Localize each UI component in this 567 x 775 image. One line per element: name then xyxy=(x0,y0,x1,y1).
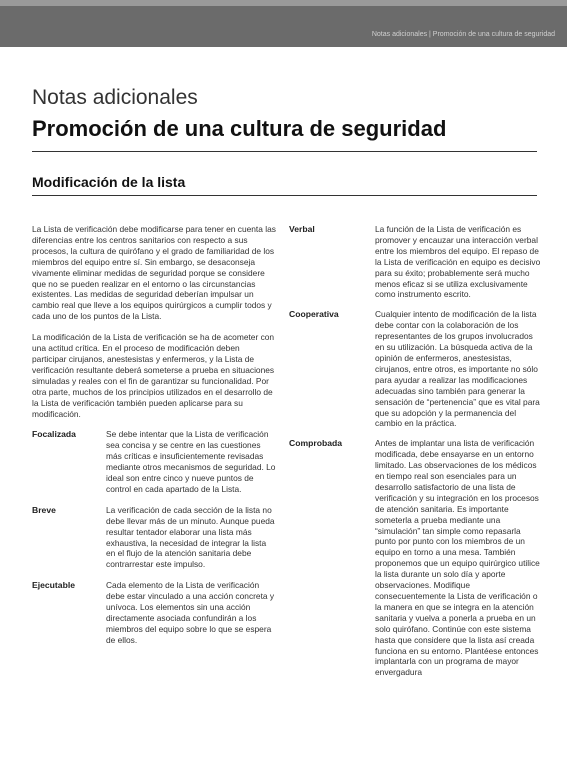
definition-text: Cada elemento de la Lista de verificación debe estar vinculado a una acción concreta y unívoca. Los elementos sin una acción directamente asociada confundirán a los miembros del equipo sobre lo que se espera de ellos. xyxy=(106,580,275,645)
definition-verbal xyxy=(289,224,541,300)
definition-text: Se debe intentar que la Lista de verificación sea concisa y se centre en las cuestiones más críticas e insuficientemente revisadas mediante otros mecanismos de seguridad. Lo ideal son entre cinco y nueve puntos de control en cada apartado de la Lista. xyxy=(106,429,276,494)
page-title: Promoción de una cultura de seguridad xyxy=(32,116,447,141)
definition-term: Comprobada xyxy=(289,438,342,449)
subsection-title: Modificación de la lista xyxy=(32,174,186,190)
definition-term: Breve xyxy=(32,504,56,515)
left-column xyxy=(32,224,276,656)
definition-comprobada xyxy=(289,438,541,678)
definition-text: Antes de implantar una lista de verificación modificada, debe ensayarse en un entorno limitado. Las observaciones de los médicos en tiempo real son esenciales para un desarrollo satisfactorio de una lista de verificación y su integración en los procesos de atención sanitaria. Es importante someterla a prueba mediante una “simulación” tan simple como repasarla punto por punto con los miembros de un equipo en torno a una mesa. También proponemos que un equipo quirúrgico utilice la lista durante un solo día y aporte observaciones. Modifique consecuentemente la Lista de verificación o la manera en que se integra en la atención sanitaria y vuelva a ponerla a prueba en un solo quirófano. Continúe con este sistema hasta que considere que la lista así creada funciona en su entorno. Plantéese entonces implantarla con un programa de mayor envergadura xyxy=(375,438,540,678)
definition-text: Cualquier intento de modificación de la lista debe contar con la colaboración de los representantes de los grupos involucrados en su utilización. La búsqueda activa de la opinión de enfermeros, anestesistas, cirujanos, entre otros, es importante no sólo para ayudar a realizar las modificaciones adecuadas sino también para generar la sensación de “pertenencia” que es vital para que su adopción y la permanencia del cambio en la práctica. xyxy=(375,309,540,429)
definition-breve xyxy=(32,505,276,570)
running-head: Notas adicionales | Promoción de una cultura de seguridad xyxy=(371,31,555,38)
definition-focalizada xyxy=(32,429,276,494)
intro-paragraph-2: La modificación de la Lista de verificación se ha de acometer con una actitud crítica. En el proceso de modificación deben participar cirujanos, anestesistas y enfermeros, y la Lista de verificación resultante deberá someterse a prueba en situaciones simuladas y reales con el fin de garantizar su funcionalidad. Por otra parte, muchos de los principios utilizados en el desarrollo de la Lista de verificación también pueden aplicarse para su modificación. xyxy=(32,332,275,419)
definition-ejecutable xyxy=(32,580,276,645)
right-column xyxy=(289,224,541,687)
definition-term: Focalizada xyxy=(32,429,76,440)
title-divider xyxy=(32,151,537,152)
intro-paragraph-1: La Lista de verificación debe modificarse para tener en cuenta las diferencias entre los centros sanitarios con respecto a sus procesos, la cultura de quirófano y el grado de familiaridad de los miembros del equipo entre sí. Sin embargo, se desaconseja vivamente eliminar medidas de seguridad porque se considere que no se pueden realizar en el entorno o las circunstancias existentes. Las medidas de seguridad deberían impulsar un cambio real que lleve a los equipos quirúrgicos a cumplir todos y cada uno de los puntos de la Lista. xyxy=(32,224,276,322)
definition-term: Cooperativa xyxy=(289,309,339,320)
definition-text: La función de la Lista de verificación es promover y encauzar una interacción verbal entre los miembros del equipo. El repaso de la Lista de verificación en equipo es decisivo para su éxito; probablemente será mucho menos eficaz si se utiliza exclusivamente como instrumento escrito. xyxy=(375,224,541,300)
section-title: Notas adicionales xyxy=(32,86,198,109)
header-band xyxy=(0,0,567,47)
definition-text: La verificación de cada sección de la lista no debe llevar más de un minuto. Aunque pueda resultar tentador elaborar una lista más exhaustiva, la necesidad de integrar la lista en el flujo de la atención sanitaria debe contrarrestar este impulso. xyxy=(106,504,275,570)
definition-cooperativa xyxy=(289,309,541,429)
definition-term: Ejecutable xyxy=(32,580,75,591)
definition-term: Verbal xyxy=(289,224,315,234)
subsection-divider xyxy=(32,195,537,196)
